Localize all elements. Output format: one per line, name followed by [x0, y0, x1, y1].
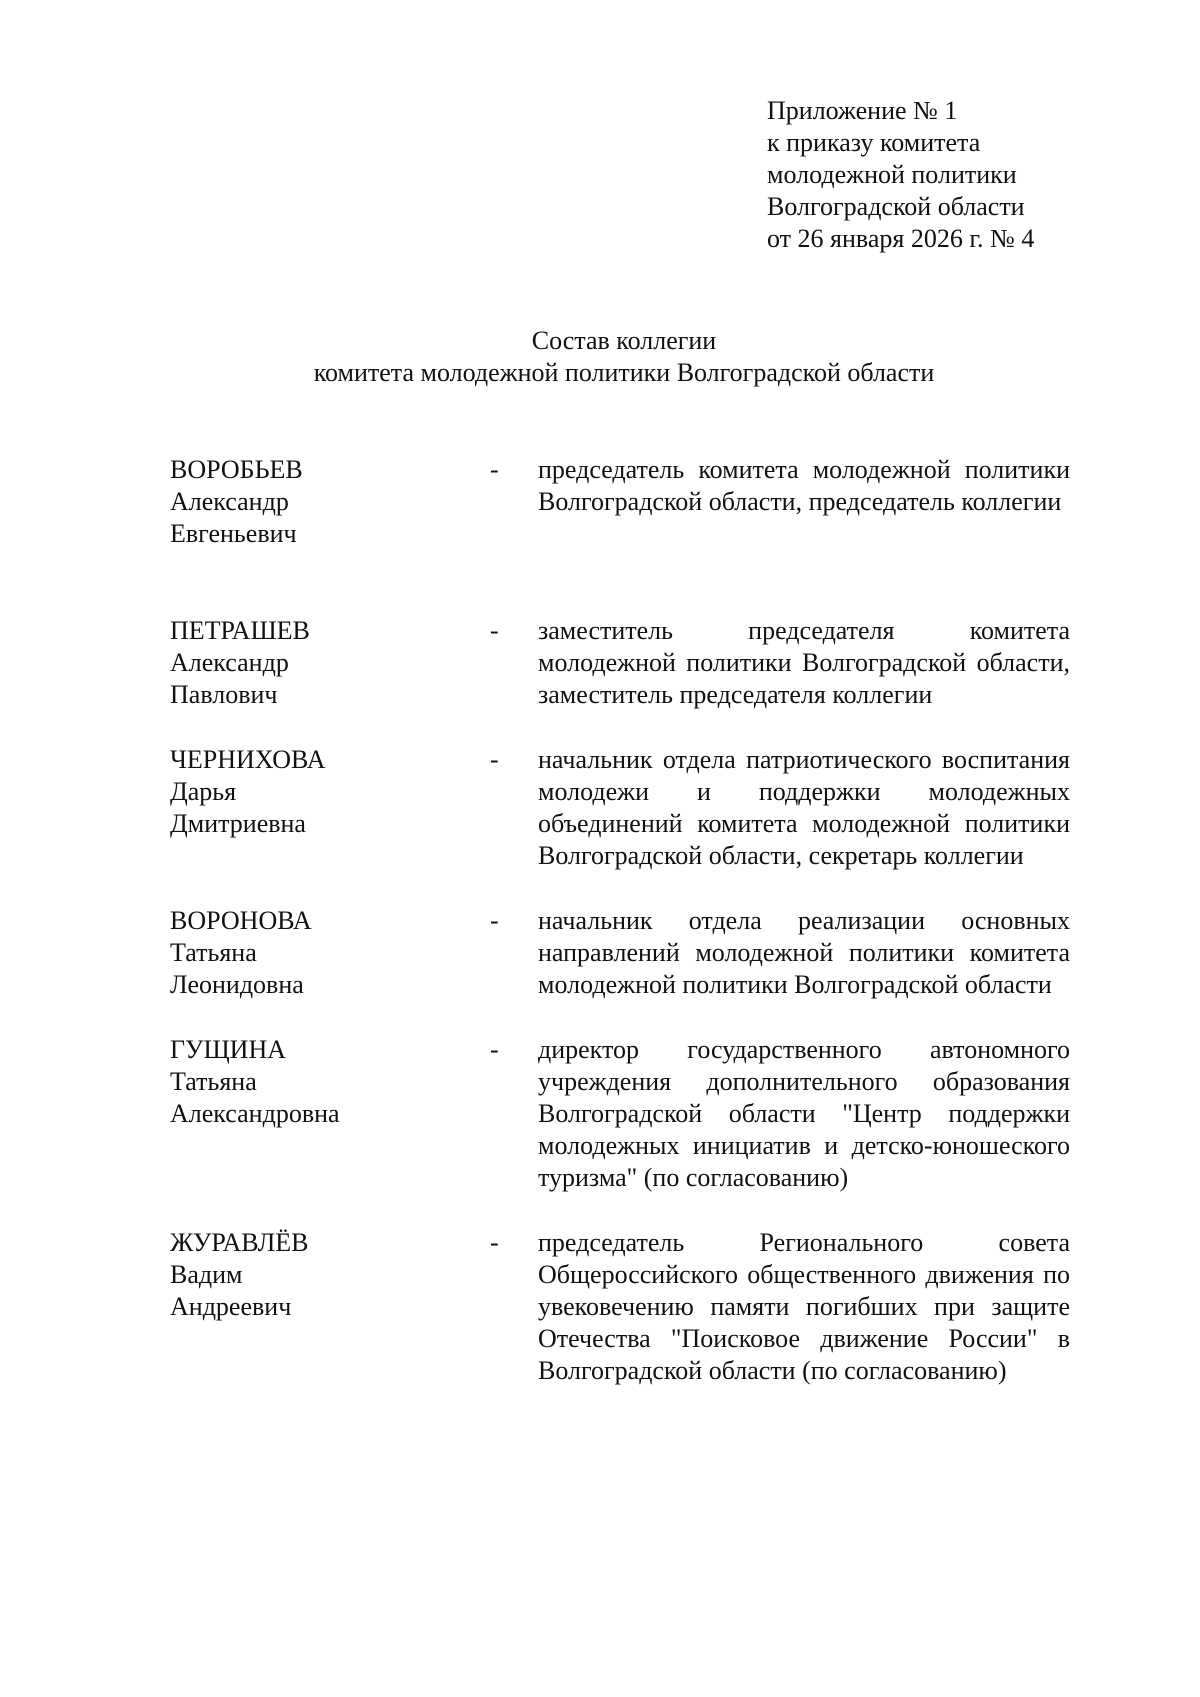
member-name	[170, 744, 490, 840]
members-list	[170, 454, 1070, 1387]
appendix-header	[767, 95, 1167, 255]
title-line-2: комитета молодежной политики Волгоградской области	[313, 358, 935, 387]
appendix-line: молодежной политики	[767, 160, 1017, 189]
member-entry	[170, 1034, 1070, 1194]
member-role: заместитель председателя комитета молодежной политики Волгоградской области, заместитель председателя коллегии	[538, 616, 1070, 709]
appendix-line: от 26 января 2026 г. № 4	[767, 224, 1035, 253]
member-first-name: Дарья	[170, 777, 237, 806]
member-entry	[170, 905, 1070, 1001]
member-name	[170, 905, 490, 1001]
appendix-line: Волгоградской области	[767, 192, 1025, 221]
member-surname: ПЕТРАШЕВ	[170, 616, 310, 645]
member-role: председатель Регионального совета Общероссийского общественного движения по увековечению памяти погибших при защите Отечества "Поисковое движение России" в Волгоградской области (по согласованию)	[538, 1228, 1070, 1385]
member-entry	[170, 454, 1070, 550]
member-role: начальник отдела реализации основных направлений молодежной политики комитета молодежной политики Волгоградской области	[538, 906, 1070, 999]
member-name	[170, 454, 490, 550]
member-role: начальник отдела патриотического воспитания молодежи и поддержки молодежных объединений комитета молодежной политики Волгоградской области, секретарь коллегии	[538, 745, 1070, 870]
member-surname: ЧЕРНИХОВА	[170, 745, 326, 774]
member-name	[170, 615, 490, 711]
member-name	[170, 1034, 490, 1130]
member-entry	[170, 1227, 1070, 1387]
member-first-name: Александр	[170, 648, 289, 677]
dash-separator: -	[490, 745, 499, 774]
member-first-name: Вадим	[170, 1260, 243, 1289]
member-first-name: Александр	[170, 487, 289, 516]
appendix-line: к приказу комитета	[767, 128, 981, 157]
member-first-name: Татьяна	[170, 938, 257, 967]
dash-separator: -	[490, 1035, 499, 1064]
title-line-1: Состав коллегии	[531, 326, 717, 355]
dash-separator: -	[490, 455, 499, 484]
member-patronymic: Леонидовна	[170, 970, 304, 999]
dash-separator: -	[490, 616, 499, 645]
dash-separator: -	[490, 906, 499, 935]
member-surname: ВОРОНОВА	[170, 906, 312, 935]
member-patronymic: Дмитриевна	[170, 809, 306, 838]
member-entry	[170, 615, 1070, 711]
member-first-name: Татьяна	[170, 1067, 257, 1096]
member-surname: ВОРОБЬЕВ	[170, 455, 303, 484]
member-role: директор государственного автономного учреждения дополнительного образования Волгоградской области "Центр поддержки молодежных инициатив и детско-юношеского туризма" (по согласованию)	[538, 1035, 1070, 1192]
member-patronymic: Андреевич	[170, 1292, 292, 1321]
member-name	[170, 1227, 490, 1323]
member-patronymic: Павлович	[170, 680, 278, 709]
member-surname: ЖУРАВЛЁВ	[170, 1228, 309, 1257]
member-entry	[170, 744, 1070, 872]
member-surname: ГУЩИНА	[170, 1035, 286, 1064]
appendix-line: Приложение № 1	[767, 96, 958, 125]
member-role: председатель комитета молодежной политики Волгоградской области, председатель коллегии	[538, 455, 1070, 516]
document-title	[0, 325, 1200, 389]
dash-separator: -	[490, 1228, 499, 1257]
member-patronymic: Евгеньевич	[170, 519, 297, 548]
member-patronymic: Александровна	[170, 1099, 340, 1128]
